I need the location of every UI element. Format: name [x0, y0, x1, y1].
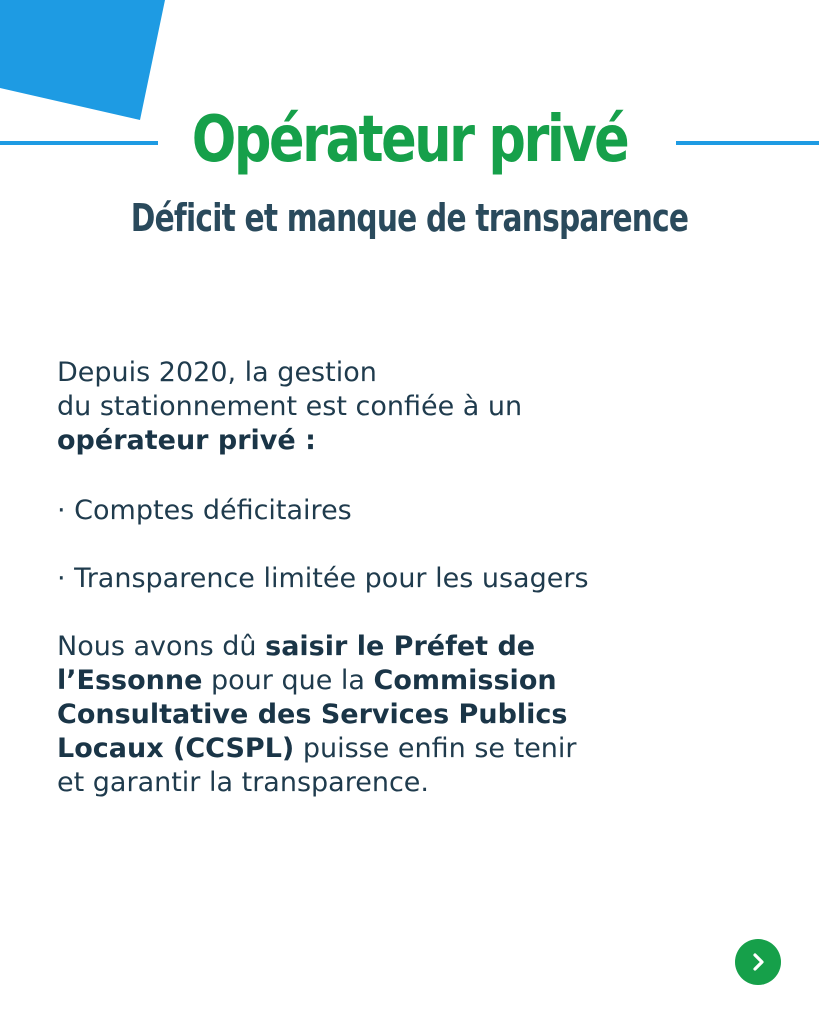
next-button[interactable] [735, 939, 781, 985]
closing-bold-1b: l’Essonne [57, 665, 203, 696]
closing-bold-2c: Locaux (CCSPL) [57, 733, 295, 764]
bullet-item: · Comptes déficitaires [57, 495, 352, 526]
intro-line-1: Depuis 2020, la gestion [57, 357, 377, 388]
closing-part-4: et garantir la transparence. [57, 767, 429, 798]
bullet-item: · Transparence limitée pour les usagers [57, 563, 589, 594]
closing-part-2: pour que la [202, 665, 374, 696]
intro-bold: opérateur privé [57, 425, 296, 456]
page-title: Opérateur privé [191, 103, 628, 177]
content-body [57, 356, 777, 800]
page-subtitle: Déficit et manque de transparence [130, 196, 689, 240]
closing-part-3: puisse enfin se tenir [294, 733, 577, 764]
closing-bold-2b: Consultative des Services Publics [57, 699, 568, 730]
intro-line-2: du stationnement est confiée à un [57, 391, 523, 422]
closing-bold-1: saisir le Préfet de [265, 631, 536, 662]
intro-paragraph [57, 356, 777, 458]
closing-part-1: Nous avons dû [57, 631, 266, 662]
chevron-right-icon [747, 951, 769, 973]
closing-bold-2: Commission [373, 665, 557, 696]
closing-paragraph [57, 630, 777, 800]
intro-colon: : [295, 425, 316, 456]
